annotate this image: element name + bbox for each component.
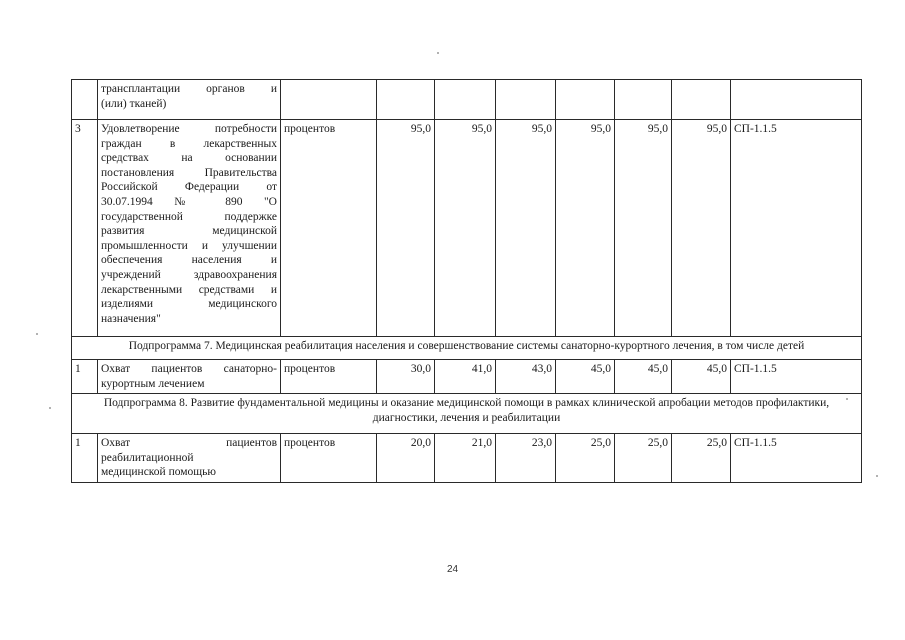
code-cell [731,80,862,120]
value-cell: 21,0 [435,434,496,483]
subprogram-row [72,337,862,360]
value-cell [672,80,731,120]
indicators-table [71,79,862,483]
scan-speck [437,52,439,54]
value-cell: 23,0 [496,434,556,483]
indicator-name: Удовлетворение потребности граждан в лекарственных средствах на основании постановления Правительства Российской Федерации от 30.07.1994 № 890 "О государственной поддержке развития медицинской промышленности и улучшении обеспечения населения и учреждений здравоохранения лекарственными средствами и изделиями медицинского назначения" [98,120,281,337]
scan-speck [846,398,848,400]
value-cell: 20,0 [377,434,435,483]
code-cell: СП-1.1.5 [731,434,862,483]
value-cell [615,80,672,120]
subprogram-title: Подпрограмма 7. Медицинская реабилитация населения и совершенствование системы санаторно-курортного лечения, в том числе детей [72,337,862,360]
value-cell: 95,0 [672,120,731,337]
subprogram-row [72,394,862,434]
value-cell [377,80,435,120]
value-cell: 95,0 [377,120,435,337]
value-cell [496,80,556,120]
value-cell: 95,0 [615,120,672,337]
table-row [72,80,862,120]
value-cell [435,80,496,120]
value-cell: 45,0 [615,360,672,394]
code-cell: СП-1.1.5 [731,120,862,337]
value-cell [556,80,615,120]
value-cell: 30,0 [377,360,435,394]
value-cell: 45,0 [672,360,731,394]
scan-speck [49,407,51,409]
table-row [72,360,862,394]
unit-cell: процентов [281,434,377,483]
value-cell: 95,0 [435,120,496,337]
unit-cell: процентов [281,360,377,394]
indicator-name: Охват пациентов санаторно- курортным лечением [98,360,281,394]
table-row [72,120,862,337]
scan-speck [876,475,878,477]
row-number: 3 [72,120,98,337]
subprogram-title: Подпрограмма 8. Развитие фундаментальной медицины и оказание медицинской помощи в рамках клинической апробации методов профилактики, диагностики, лечения и реабилитации [72,394,862,434]
value-cell: 95,0 [556,120,615,337]
code-cell: СП-1.1.5 [731,360,862,394]
scan-speck [36,333,38,335]
value-cell: 43,0 [496,360,556,394]
value-cell: 25,0 [615,434,672,483]
table-row [72,434,862,483]
row-number [72,80,98,120]
value-cell: 45,0 [556,360,615,394]
page-number: 24 [446,564,459,575]
value-cell: 25,0 [672,434,731,483]
unit-cell [281,80,377,120]
value-cell: 41,0 [435,360,496,394]
row-number: 1 [72,360,98,394]
value-cell: 25,0 [556,434,615,483]
indicator-name: трансплантации органов и (или) тканей) [98,80,281,120]
indicator-name: Охват пациентов реабилитационной медицинской помощью [98,434,281,483]
unit-cell: процентов [281,120,377,337]
row-number: 1 [72,434,98,483]
value-cell: 95,0 [496,120,556,337]
